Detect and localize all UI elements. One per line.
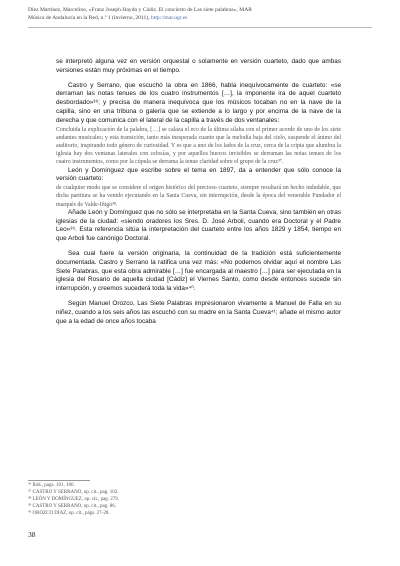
- footnote-divider: [28, 480, 90, 481]
- header-url-link[interactable]: http://mar.ugr.es: [151, 14, 188, 21]
- body-text: [56, 58, 341, 326]
- header-divider: [28, 27, 372, 28]
- running-header: [28, 7, 372, 23]
- paragraph-2: Castro y Serrano, que escuchó la obra en 1866, habla inequívocamente de cuarteto: «se derraman las notas tenues de los cuatro instrumentos […], la imponente ira de aquel cuarteto desbordado»³⁶; y precisa de manera inequívoca que los músicos tocaban no en la nave de la capilla, sino en una tribuna o galería que se extiende a lo largo y por encima de la nave de la derecha y que comunica con el lateral de la capilla a través de dos ventanales:: [56, 81, 341, 124]
- paragraph-4: Añade León y Domínguez que no sólo se interpretaba en la Santa Cueva, sino también en otras iglesias de la ciudad: «siendo oradores los Sres. D. José Arboli, cuando era Doctoral y el Padre Leo»³⁹. Esta referencia sitúa la interpretación del cuarteto entre los años 1829 y 1854, tiempo en que Arboli fue canónigo Doctoral.: [56, 208, 341, 243]
- paragraph-5: Sea cual fuere la versión originaria, la continuidad de la tradición está suficientemente documentada. Castro y Serrano la ratifica una vez más: «No podemos olvidar aquí el nombre Las Siete Palabras, que esta obra admirable […] fue encargada al maestro […] para ser ejecutada en la iglesia del Rosario de aquella ciudad [Cádiz] el Viernes Santo, como desde entonces sucede sin interrupción, y creemos sucederá toda la vida»⁴⁰.: [56, 249, 341, 293]
- paragraph-6: Según Manuel Orozco, Las Siete Palabras impresionaron vivamente a Manuel de Falla en su niñez, cuando a los seis años las escuchó con su madre en la Santa Cueva⁴¹; añade el mismo autor que a la edad de once años tocaba: [56, 299, 341, 325]
- footnote-41: ⁴¹ OROZCO DÍAZ, op. cit., págs. 27-28.: [28, 510, 110, 516]
- block-quote-1: Concluida la explicación de la palabra, […] se calaza el eco de la última sílaba con el primer acorde de uno de los siete andantes musicales; y esta transición, tanto más inesperada cuanto que la melodía baja del cielo, suspende el ánimo del auditorio, inspirando todo género de curiosidad. Y es que a uno de los lados de la cruz, cerca de la cripta que alumbra la iglesia hay dos ventanas laterales con celosías, y por aquellos huecos invisibles se derraman las notas tenues de los cuatro instrumentos, como por la cúpula se derrama la tenue claridad sobre el grupo de la cruz³⁷.: [56, 126, 341, 166]
- block-quote-2: de cualquier modo que se considere el origen histórico del precioso cuarteto, siempre resultará un hecho indudable, que dicha partitura se ha venido ejecutando en la Santa Cueva, sin interrupción, desde la época del venerable Fundador el marqués de Valde-Iñigo³⁸.: [56, 185, 341, 208]
- page-number: 38: [28, 530, 36, 539]
- footnotes: [28, 483, 328, 518]
- footnote-38: ³⁸ LEÓN Y DOMÍNGUEZ, op. cit., pag. 279.: [28, 496, 120, 502]
- footnote-37: ³⁷ CASTRO Y SERRANO, op. cit., pag. 102.: [28, 489, 119, 495]
- header-citation-line2: Música de Andalucía en la Red, n.º 1 (invierno, 2011),: [28, 14, 150, 21]
- paragraph-1: se interpretó alguna vez en versión orquestal o solamente en versión cuarteto, dado que ambas versiones están muy próximas en el tiempo.: [56, 58, 341, 74]
- footnote-36: ³⁶ Ibid., pags. 101, 106.: [28, 483, 75, 488]
- header-citation: Díez Martínez, Marcelino, «Franz Joseph Haydn y Cádiz. El concierto de Las siete palabras», MAR: [28, 7, 252, 13]
- footnote-39: ³⁹ CASTRO Y SERRANO, op. cit., pag. 86.: [28, 503, 117, 509]
- paragraph-3: León y Domínguez que escribe sobre el tema en 1897, da a entender que sólo conoce la versión cuarteto:: [56, 166, 341, 183]
